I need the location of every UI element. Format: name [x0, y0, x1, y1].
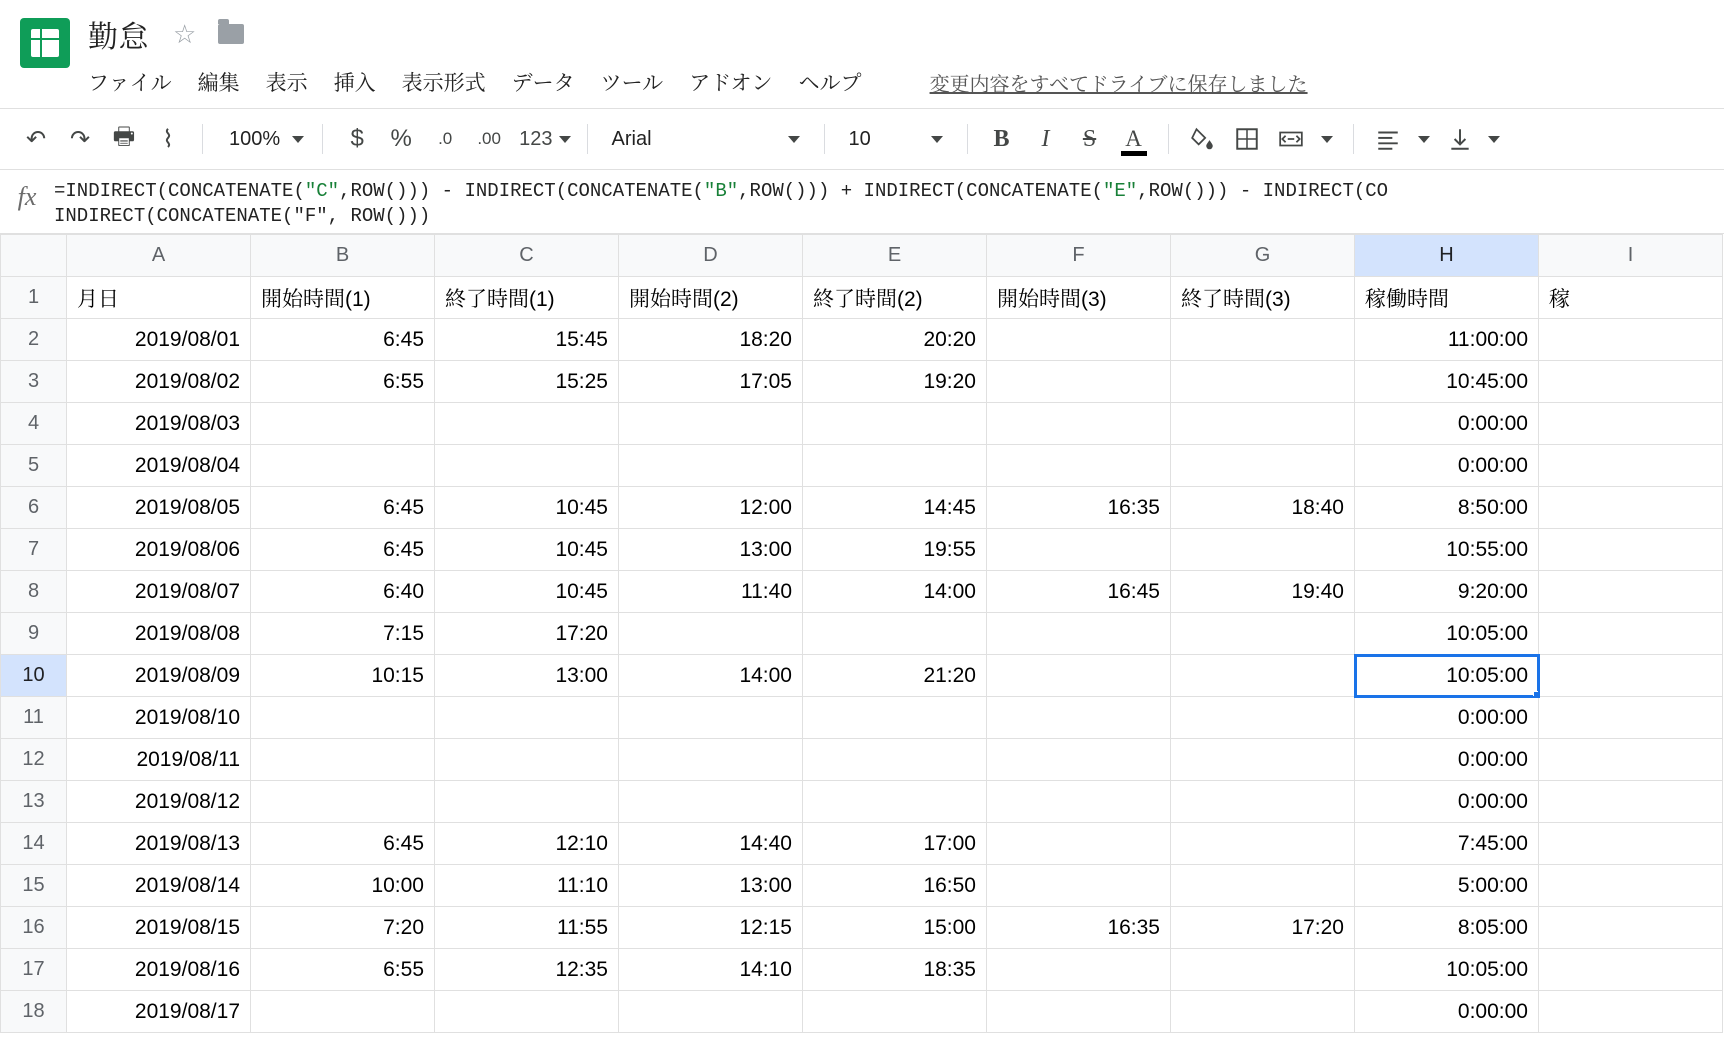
cell-i11[interactable]: [1539, 697, 1723, 739]
table-row: [1, 907, 1723, 949]
cell-h4[interactable]: 0:00:00: [1355, 403, 1539, 445]
cell-i8[interactable]: [1539, 571, 1723, 613]
row-header-10[interactable]: 10: [1, 655, 67, 697]
cell-b7[interactable]: 6:45: [251, 529, 435, 571]
table-row: [1, 655, 1723, 697]
cell-h2[interactable]: 11:00:00: [1355, 319, 1539, 361]
font-size-value: 10: [848, 127, 871, 150]
cell-a15[interactable]: 2019/08/14: [67, 865, 251, 907]
cell-e3[interactable]: 19:20: [803, 361, 987, 403]
cell-f14[interactable]: [987, 823, 1171, 865]
cell-i15[interactable]: [1539, 865, 1723, 907]
toolbar-divider: [824, 124, 825, 154]
cell-g10[interactable]: [1171, 655, 1355, 697]
cell-d8[interactable]: 11:40: [619, 571, 803, 613]
sheet-body: [1, 277, 1723, 1033]
formula-segment: =INDIRECT(CONCATENATE(: [54, 180, 305, 202]
cell-f2[interactable]: [987, 319, 1171, 361]
row-header-13[interactable]: 13: [1, 781, 67, 823]
cell-g12[interactable]: [1171, 739, 1355, 781]
vertical-align-icon[interactable]: [1438, 117, 1482, 161]
cell-h18[interactable]: 0:00:00: [1355, 991, 1539, 1033]
cell-i12[interactable]: [1539, 739, 1723, 781]
formula-line-2: INDIRECT(CONCATENATE("F", ROW())): [54, 205, 431, 227]
cell-h8[interactable]: 9:20:00: [1355, 571, 1539, 613]
cell-e2[interactable]: 20:20: [803, 319, 987, 361]
cell-i13[interactable]: [1539, 781, 1723, 823]
cell-c7[interactable]: 10:45: [435, 529, 619, 571]
horizontal-align-icon[interactable]: [1366, 117, 1410, 161]
cell-d3[interactable]: 17:05: [619, 361, 803, 403]
cell-e13[interactable]: [803, 781, 987, 823]
cell-a2[interactable]: 2019/08/01: [67, 319, 251, 361]
cell-b6[interactable]: 6:45: [251, 487, 435, 529]
table-row: [1, 781, 1723, 823]
cell-d18[interactable]: [619, 991, 803, 1033]
cell-f11[interactable]: [987, 697, 1171, 739]
cell-b11[interactable]: [251, 697, 435, 739]
cell-d14[interactable]: 14:40: [619, 823, 803, 865]
cell-d12[interactable]: [619, 739, 803, 781]
title-block: [88, 10, 1724, 104]
formula-segment: ,ROW())) + INDIRECT(CONCATENATE(: [738, 180, 1103, 202]
column-header-e[interactable]: E: [803, 235, 987, 277]
cell-g11[interactable]: [1171, 697, 1355, 739]
cell-i5[interactable]: [1539, 445, 1723, 487]
formula-string-e: "E": [1103, 180, 1138, 202]
cell-c14[interactable]: 12:10: [435, 823, 619, 865]
cell-e6[interactable]: 14:45: [803, 487, 987, 529]
cell-c10[interactable]: 13:00: [435, 655, 619, 697]
cell-i4[interactable]: [1539, 403, 1723, 445]
cell-g5[interactable]: [1171, 445, 1355, 487]
borders-icon[interactable]: [1225, 117, 1269, 161]
cell-g6[interactable]: 18:40: [1171, 487, 1355, 529]
cell-d7[interactable]: 13:00: [619, 529, 803, 571]
cell-g18[interactable]: [1171, 991, 1355, 1033]
table-row: [1, 361, 1723, 403]
cell-a7[interactable]: 2019/08/06: [67, 529, 251, 571]
formula-string-c: "C": [304, 180, 340, 202]
cell-a10[interactable]: 2019/08/09: [67, 655, 251, 697]
sheet-table: [0, 234, 1723, 1033]
cell-g7[interactable]: [1171, 529, 1355, 571]
cell-i10[interactable]: [1539, 655, 1723, 697]
column-header-i[interactable]: I: [1539, 235, 1723, 277]
cell-i7[interactable]: [1539, 529, 1723, 571]
cell-d9[interactable]: [619, 613, 803, 655]
font-family-selector[interactable]: [600, 128, 812, 151]
cell-b18[interactable]: [251, 991, 435, 1033]
zoom-selector[interactable]: [215, 128, 310, 151]
cell-b13[interactable]: [251, 781, 435, 823]
cell-e14[interactable]: 17:00: [803, 823, 987, 865]
cell-h3[interactable]: 10:45:00: [1355, 361, 1539, 403]
table-row: [1, 739, 1723, 781]
cell-b8[interactable]: 6:40: [251, 571, 435, 613]
toolbar-divider: [202, 124, 203, 154]
cell-i6[interactable]: [1539, 487, 1723, 529]
undo-button[interactable]: ↶: [25, 125, 47, 153]
toolbar-divider: [1168, 124, 1169, 154]
table-row: [1, 697, 1723, 739]
cell-f18[interactable]: [987, 991, 1171, 1033]
save-status-text[interactable]: 変更内容をすべてドライブに保存しました: [929, 73, 1308, 96]
cell-i14[interactable]: [1539, 823, 1723, 865]
cell-h17[interactable]: 10:05:00: [1355, 949, 1539, 991]
cell-f15[interactable]: [987, 865, 1171, 907]
cell-c6[interactable]: 10:45: [435, 487, 619, 529]
cell-g13[interactable]: [1171, 781, 1355, 823]
sheets-grid-glyph: [31, 29, 59, 57]
cell-d16[interactable]: 12:15: [619, 907, 803, 949]
toolbar-divider: [1353, 124, 1354, 154]
cell-c15[interactable]: 11:10: [435, 865, 619, 907]
cell-h11[interactable]: 0:00:00: [1355, 697, 1539, 739]
cell-e16[interactable]: 15:00: [803, 907, 987, 949]
cell-d11[interactable]: [619, 697, 803, 739]
cell-b1[interactable]: 開始時間(1): [251, 277, 435, 319]
percent-format-button[interactable]: %: [390, 125, 412, 152]
menu-help[interactable]: ヘルプ: [798, 72, 862, 95]
row-header-7[interactable]: 7: [1, 529, 67, 571]
menu-addons[interactable]: アドオン: [689, 72, 773, 95]
cell-i16[interactable]: [1539, 907, 1723, 949]
cell-f7[interactable]: [987, 529, 1171, 571]
cell-f10[interactable]: [987, 655, 1171, 697]
text-color-button[interactable]: A: [1112, 117, 1156, 161]
title-row: [88, 10, 1724, 58]
chevron-down-icon: [292, 136, 304, 143]
cell-a3[interactable]: 2019/08/02: [67, 361, 251, 403]
cell-e12[interactable]: [803, 739, 987, 781]
column-header-f[interactable]: F: [987, 235, 1171, 277]
cell-c17[interactable]: 12:35: [435, 949, 619, 991]
cell-a16[interactable]: 2019/08/15: [67, 907, 251, 949]
merge-cells-icon[interactable]: [1269, 117, 1313, 161]
cell-g1[interactable]: 終了時間(3): [1171, 277, 1355, 319]
cell-h10-value: 10:05:00: [1446, 663, 1528, 687]
cell-e7[interactable]: 19:55: [803, 529, 987, 571]
cell-a14[interactable]: 2019/08/13: [67, 823, 251, 865]
cell-g16[interactable]: 17:20: [1171, 907, 1355, 949]
table-row: [1, 277, 1723, 319]
cell-f1[interactable]: 開始時間(3): [987, 277, 1171, 319]
italic-button[interactable]: I: [1041, 125, 1050, 152]
cell-a12[interactable]: 2019/08/11: [67, 739, 251, 781]
table-row: [1, 949, 1723, 991]
cell-d15[interactable]: 13:00: [619, 865, 803, 907]
cell-i18[interactable]: [1539, 991, 1723, 1033]
cell-c1[interactable]: 終了時間(1): [435, 277, 619, 319]
cell-f13[interactable]: [987, 781, 1171, 823]
cell-h5[interactable]: 0:00:00: [1355, 445, 1539, 487]
cell-g15[interactable]: [1171, 865, 1355, 907]
cell-c4[interactable]: [435, 403, 619, 445]
cell-b5[interactable]: [251, 445, 435, 487]
cell-b4[interactable]: [251, 403, 435, 445]
menu-tools[interactable]: ツール: [600, 72, 664, 95]
cell-e15[interactable]: 16:50: [803, 865, 987, 907]
table-row: [1, 823, 1723, 865]
cell-f8[interactable]: 16:45: [987, 571, 1171, 613]
print-button[interactable]: 🖶: [112, 122, 136, 150]
cell-c2[interactable]: 15:45: [435, 319, 619, 361]
folder-icon[interactable]: [218, 24, 244, 44]
font-size-selector[interactable]: [837, 128, 955, 151]
menu-insert[interactable]: 挿入: [333, 72, 376, 95]
cell-e11[interactable]: [803, 697, 987, 739]
table-row: [1, 529, 1723, 571]
column-header-h[interactable]: H: [1355, 235, 1539, 277]
cell-e17[interactable]: 18:35: [803, 949, 987, 991]
cell-d5[interactable]: [619, 445, 803, 487]
cell-a11[interactable]: 2019/08/10: [67, 697, 251, 739]
cell-b2[interactable]: 6:45: [251, 319, 435, 361]
number-format-label: 123: [519, 127, 553, 150]
cell-i9[interactable]: [1539, 613, 1723, 655]
row-header-14[interactable]: 14: [1, 823, 67, 865]
cell-a18[interactable]: 2019/08/17: [67, 991, 251, 1033]
cell-d6[interactable]: 12:00: [619, 487, 803, 529]
currency-format-button[interactable]: $: [350, 125, 364, 152]
cell-e10[interactable]: 21:20: [803, 655, 987, 697]
fill-color-icon[interactable]: [1181, 117, 1225, 161]
cell-c18[interactable]: [435, 991, 619, 1033]
cell-a5[interactable]: 2019/08/04: [67, 445, 251, 487]
row-header-3[interactable]: 3: [1, 361, 67, 403]
cell-f17[interactable]: [987, 949, 1171, 991]
menu-data[interactable]: データ: [511, 72, 575, 95]
cell-f3[interactable]: [987, 361, 1171, 403]
cell-e9[interactable]: [803, 613, 987, 655]
chevron-down-icon: [1488, 136, 1500, 143]
cell-g14[interactable]: [1171, 823, 1355, 865]
cell-b17[interactable]: 6:55: [251, 949, 435, 991]
cell-d13[interactable]: [619, 781, 803, 823]
decimal-increase-button[interactable]: .00: [477, 129, 501, 148]
cell-a17[interactable]: 2019/08/16: [67, 949, 251, 991]
cell-g2[interactable]: [1171, 319, 1355, 361]
table-row: [1, 865, 1723, 907]
toolbar-divider: [967, 124, 968, 154]
cell-a9[interactable]: 2019/08/08: [67, 613, 251, 655]
cell-g9[interactable]: [1171, 613, 1355, 655]
cell-h6[interactable]: 8:50:00: [1355, 487, 1539, 529]
formula-input[interactable]: [54, 170, 1724, 229]
cell-b16[interactable]: 7:20: [251, 907, 435, 949]
cell-a4[interactable]: 2019/08/03: [67, 403, 251, 445]
formula-string-b: "B": [703, 180, 739, 202]
cell-h9[interactable]: 10:05:00: [1355, 613, 1539, 655]
cell-i1[interactable]: 稼: [1539, 277, 1723, 319]
cell-c5[interactable]: [435, 445, 619, 487]
star-icon[interactable]: ☆: [173, 19, 197, 49]
title-bar: [0, 0, 1724, 108]
decimal-decrease-button[interactable]: .0: [438, 129, 453, 148]
column-header-a[interactable]: A: [67, 235, 251, 277]
chevron-down-icon: [788, 136, 800, 143]
cell-a8[interactable]: 2019/08/07: [67, 571, 251, 613]
row-header-9[interactable]: 9: [1, 613, 67, 655]
table-row: [1, 613, 1723, 655]
table-row: [1, 445, 1723, 487]
chevron-down-icon: [931, 136, 943, 143]
cell-b15[interactable]: 10:00: [251, 865, 435, 907]
row-header-18[interactable]: 18: [1, 991, 67, 1033]
merge-cells-dropdown[interactable]: [1313, 117, 1341, 161]
cell-f6[interactable]: 16:35: [987, 487, 1171, 529]
spreadsheet-grid: [0, 234, 1724, 1052]
cell-b12[interactable]: [251, 739, 435, 781]
sheets-logo-icon[interactable]: [20, 18, 70, 68]
toolbar: [0, 108, 1724, 170]
table-row: [1, 319, 1723, 361]
formula-segment: ,ROW())) - INDIRECT(CONCATENATE(: [339, 180, 704, 202]
cell-b10[interactable]: 10:15: [251, 655, 435, 697]
cell-d4[interactable]: [619, 403, 803, 445]
cell-i2[interactable]: [1539, 319, 1723, 361]
cell-g4[interactable]: [1171, 403, 1355, 445]
cell-b3[interactable]: 6:55: [251, 361, 435, 403]
cell-i3[interactable]: [1539, 361, 1723, 403]
chevron-down-icon: [1418, 136, 1430, 143]
cell-e8[interactable]: 14:00: [803, 571, 987, 613]
menu-view[interactable]: 表示: [265, 72, 308, 95]
row-header-12[interactable]: 12: [1, 739, 67, 781]
cell-h10-selected[interactable]: [1355, 655, 1539, 697]
column-header-g[interactable]: G: [1171, 235, 1355, 277]
chevron-down-icon: [559, 136, 571, 143]
select-all-corner[interactable]: [1, 235, 67, 277]
cell-f5[interactable]: [987, 445, 1171, 487]
column-header-row: [1, 235, 1723, 277]
cell-e4[interactable]: [803, 403, 987, 445]
column-header-b[interactable]: B: [251, 235, 435, 277]
cell-d1[interactable]: 開始時間(2): [619, 277, 803, 319]
cell-h1[interactable]: 稼働時間: [1355, 277, 1539, 319]
cell-a13[interactable]: 2019/08/12: [67, 781, 251, 823]
cell-h13[interactable]: 0:00:00: [1355, 781, 1539, 823]
menu-bar: [88, 60, 1724, 104]
formula-segment: ,ROW())) - INDIRECT(CO: [1137, 180, 1389, 202]
cell-b9[interactable]: 7:15: [251, 613, 435, 655]
table-row: [1, 571, 1723, 613]
toolbar-divider: [322, 124, 323, 154]
cell-b14[interactable]: 6:45: [251, 823, 435, 865]
cell-h7[interactable]: 10:55:00: [1355, 529, 1539, 571]
table-row: [1, 487, 1723, 529]
column-header-d[interactable]: D: [619, 235, 803, 277]
fx-icon: fx: [17, 182, 37, 211]
cell-g3[interactable]: [1171, 361, 1355, 403]
selection-fill-handle[interactable]: [1533, 691, 1539, 697]
cell-a6[interactable]: 2019/08/05: [67, 487, 251, 529]
zoom-value: 100%: [229, 127, 281, 150]
toolbar-divider: [587, 124, 588, 154]
horizontal-align-dropdown[interactable]: [1410, 117, 1438, 161]
cell-c8[interactable]: 10:45: [435, 571, 619, 613]
cell-c12[interactable]: [435, 739, 619, 781]
row-header-1[interactable]: 1: [1, 277, 67, 319]
menu-file[interactable]: ファイル: [88, 72, 172, 95]
table-row: [1, 403, 1723, 445]
row-header-2[interactable]: 2: [1, 319, 67, 361]
chevron-down-icon: [1321, 136, 1333, 143]
cell-c16[interactable]: 11:55: [435, 907, 619, 949]
formula-bar: [0, 170, 1724, 234]
row-header-4[interactable]: 4: [1, 403, 67, 445]
cell-e1[interactable]: 終了時間(2): [803, 277, 987, 319]
cell-c9[interactable]: 17:20: [435, 613, 619, 655]
cell-f16[interactable]: 16:35: [987, 907, 1171, 949]
menu-format[interactable]: 表示形式: [401, 72, 486, 95]
cell-c13[interactable]: [435, 781, 619, 823]
cell-g8[interactable]: 19:40: [1171, 571, 1355, 613]
cell-i17[interactable]: [1539, 949, 1723, 991]
cell-h15[interactable]: 5:00:00: [1355, 865, 1539, 907]
cell-d2[interactable]: 18:20: [619, 319, 803, 361]
paint-format-button[interactable]: ⌇: [162, 125, 174, 153]
document-title[interactable]: 勤怠: [88, 21, 149, 54]
column-header-c[interactable]: C: [435, 235, 619, 277]
cell-c3[interactable]: 15:25: [435, 361, 619, 403]
row-header-11[interactable]: 11: [1, 697, 67, 739]
redo-button[interactable]: ↷: [69, 125, 91, 153]
cell-c11[interactable]: [435, 697, 619, 739]
number-format-selector[interactable]: [511, 117, 574, 161]
font-family-value: Arial: [611, 127, 652, 150]
table-row: [1, 991, 1723, 1033]
row-header-15[interactable]: 15: [1, 865, 67, 907]
cell-h16[interactable]: 8:05:00: [1355, 907, 1539, 949]
vertical-align-dropdown[interactable]: [1482, 117, 1506, 161]
row-header-8[interactable]: 8: [1, 571, 67, 613]
cell-d10[interactable]: 14:00: [619, 655, 803, 697]
row-header-17[interactable]: 17: [1, 949, 67, 991]
cell-h12[interactable]: 0:00:00: [1355, 739, 1539, 781]
cell-a1[interactable]: 月日: [67, 277, 251, 319]
menu-edit[interactable]: 編集: [197, 72, 240, 95]
row-header-5[interactable]: 5: [1, 445, 67, 487]
cell-f4[interactable]: [987, 403, 1171, 445]
cell-g17[interactable]: [1171, 949, 1355, 991]
row-header-6[interactable]: 6: [1, 487, 67, 529]
cell-f12[interactable]: [987, 739, 1171, 781]
cell-e18[interactable]: [803, 991, 987, 1033]
cell-e5[interactable]: [803, 445, 987, 487]
cell-h14[interactable]: 7:45:00: [1355, 823, 1539, 865]
cell-f9[interactable]: [987, 613, 1171, 655]
row-header-16[interactable]: 16: [1, 907, 67, 949]
strikethrough-button[interactable]: S: [1082, 125, 1097, 152]
cell-d17[interactable]: 14:10: [619, 949, 803, 991]
bold-button[interactable]: B: [993, 125, 1010, 152]
